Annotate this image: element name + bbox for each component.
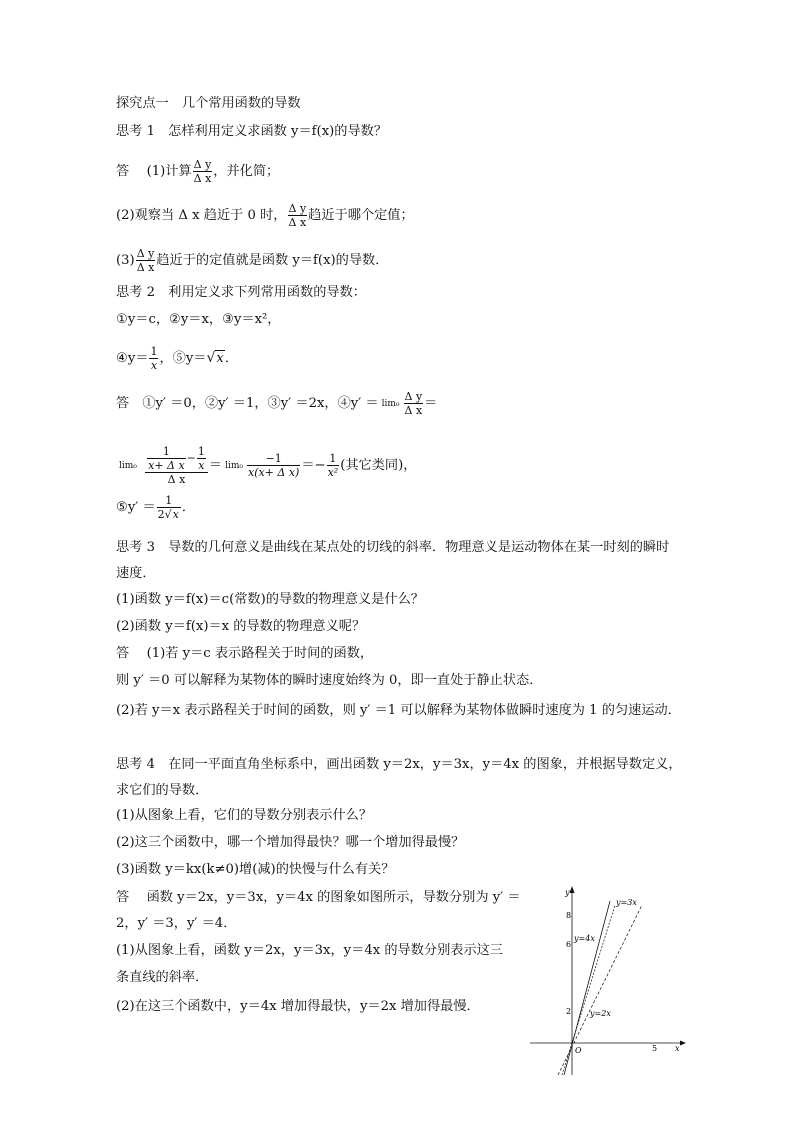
label-y-2x: y=2x xyxy=(590,1009,611,1018)
think-2-list-2: ④y＝ $\frac{1}{x}$ ，⑤y＝√x． xyxy=(116,345,239,372)
answer-4-line-1: 答 函数 y＝2x，y＝3x，y＝4x 的图象如图所示，导数分别为 y′ ＝ xyxy=(116,890,521,905)
answer-1-step-1: 答 (1)计算 $\frac{\text{Δ y}}{\text{Δ x}}$ ，并化简； xyxy=(116,158,280,185)
answer-4-line-2: 2，y′ ＝3，y′ ＝4． xyxy=(116,916,237,931)
fraction-dy-dx: $\frac{\text{Δ y}}{\text{Δ x}}$ xyxy=(288,202,307,229)
answer-1-step-3: (3) $\frac{\text{Δ y}}{\text{Δ x}}$ 趋近于的定值就是函数 y＝f(x)的导数． xyxy=(116,247,389,274)
section-title: 探究点一 几个常用函数的导数 xyxy=(116,96,301,111)
answer-4-line-5: (2)在这三个函数中，y＝4x 增加得最快，y＝2x 增加得最慢． xyxy=(116,999,480,1014)
y-tick-8: 8 xyxy=(566,911,572,920)
think-2: 思考 2 利用定义求下列常用函数的导数： xyxy=(116,285,366,300)
fraction-1-over-x: $\frac{1}{x}$ xyxy=(150,345,158,372)
x-axis-arrow xyxy=(680,1041,686,1046)
answer-3-line-2: 则 y′ ＝0 可以解释为某物体的瞬时速度始终为 0，即一直处于静止状态． xyxy=(116,673,543,688)
origin-label: O xyxy=(575,1046,582,1055)
answer-3-line-3: (2)若 y＝x 表示路程关于时间的函数，则 y′ ＝1 可以解释为某物体做瞬时速度为 1 的匀速运动． xyxy=(116,703,681,718)
answer-4-line-4: 条直线的斜率． xyxy=(116,970,209,985)
think-3: 思考 3 导数的几何意义是曲线在某点处的切线的斜率．物理意义是运动物体在某一时刻的瞬时速度． xyxy=(116,540,670,581)
think-4-part-1: (1)从图象上看，它们的导数分别表示什么？ xyxy=(116,808,373,823)
linear-functions-graph xyxy=(530,883,690,1083)
fraction-dy-dx: $\frac{\text{Δ y}}{\text{Δ x}}$ xyxy=(136,247,155,274)
think-4: 思考 4 在同一平面直角坐标系中，画出函数 y＝2x，y＝3x，y＝4x 的图象，并根据导数定义，求它们的导数． xyxy=(116,757,682,798)
label-y-3x: y=3x xyxy=(616,898,637,907)
line-y-4x xyxy=(564,901,610,1075)
compound-fraction: $\frac{1}{\text{x+ Δ x}}$ − $\frac{1}{x}$ Δ x xyxy=(145,445,208,486)
y-axis-label: y xyxy=(565,888,570,897)
answer-1-step-2: (2)观察当 Δ x 趋近于 0 时， $\frac{\text{Δ y}}{\text{Δ x}}$ 趋近于哪个定值； xyxy=(116,202,414,229)
think-4-part-3: (3)函数 y＝kx(k≠0)增(减)的快慢与什么有关？ xyxy=(116,862,395,877)
think-3-part-1: (1)函数 y＝f(x)＝c(常数)的导数的物理意义是什么？ xyxy=(116,592,424,607)
think-4-part-2: (2)这三个函数中，哪一个增加得最快？哪一个增加得最慢？ xyxy=(116,835,465,850)
y-tick-2: 2 xyxy=(566,1007,572,1016)
label-y-4x: y=4x xyxy=(574,934,595,943)
answer-3-line-1: 答 (1)若 y＝c 表示路程关于时间的函数， xyxy=(116,646,374,661)
think-3-part-2: (2)函数 y＝f(x)＝x 的导数的物理意义呢？ xyxy=(116,619,366,634)
fraction-neg1: $\frac{-1}{\text{x(x+ Δ x)}}$ xyxy=(247,452,300,479)
fraction-dy-dx: $\frac{\text{Δ y}}{\text{Δ x}}$ xyxy=(193,158,212,185)
answer-2-line-2: lim₀ $\frac{1}{\text{x+ Δ x}}$ − $\frac{1}{x}$ Δ x ＝ lim₀ $\frac{-1}{\text{x(x+ Δ x)}}$ ＝− $\frac{1}{\text{x²}}$ (其它类同)， xyxy=(119,445,417,486)
answer-2-line-1: 答 ①y′ ＝0，②y′ ＝1，③y′ ＝2x，④y′ ＝ lim₀ $\frac{\text{Δ y}}{\text{Δ x}}$ ＝ xyxy=(116,390,438,417)
y-axis-arrow xyxy=(570,886,575,893)
x-tick-5: 5 xyxy=(652,1044,658,1053)
y-tick-6: 6 xyxy=(566,940,572,949)
line-y-3x xyxy=(562,905,615,1075)
think-2-list-1: ①y＝c，②y＝x，③y＝x²， xyxy=(116,312,281,327)
fraction-dy-dx: $\frac{\text{Δ y}}{\text{Δ x}}$ xyxy=(404,390,423,417)
answer-4-line-3: (1)从图象上看，函数 y＝2x，y＝3x，y＝4x 的导数分别表示这三 xyxy=(116,943,504,958)
x-axis-label: x xyxy=(675,1044,680,1053)
fraction-1-over-2sqrtx: $\frac{1}{2√x}$ xyxy=(157,494,179,521)
think-1: 思考 1 怎样利用定义求函数 y＝f(x)的导数？ xyxy=(116,124,388,139)
answer-2-line-3: ⑤y′ ＝ $\frac{1}{2√x}$ ． xyxy=(116,494,196,521)
fraction-1-over-x2: $\frac{1}{\text{x²}}$ xyxy=(327,452,339,479)
